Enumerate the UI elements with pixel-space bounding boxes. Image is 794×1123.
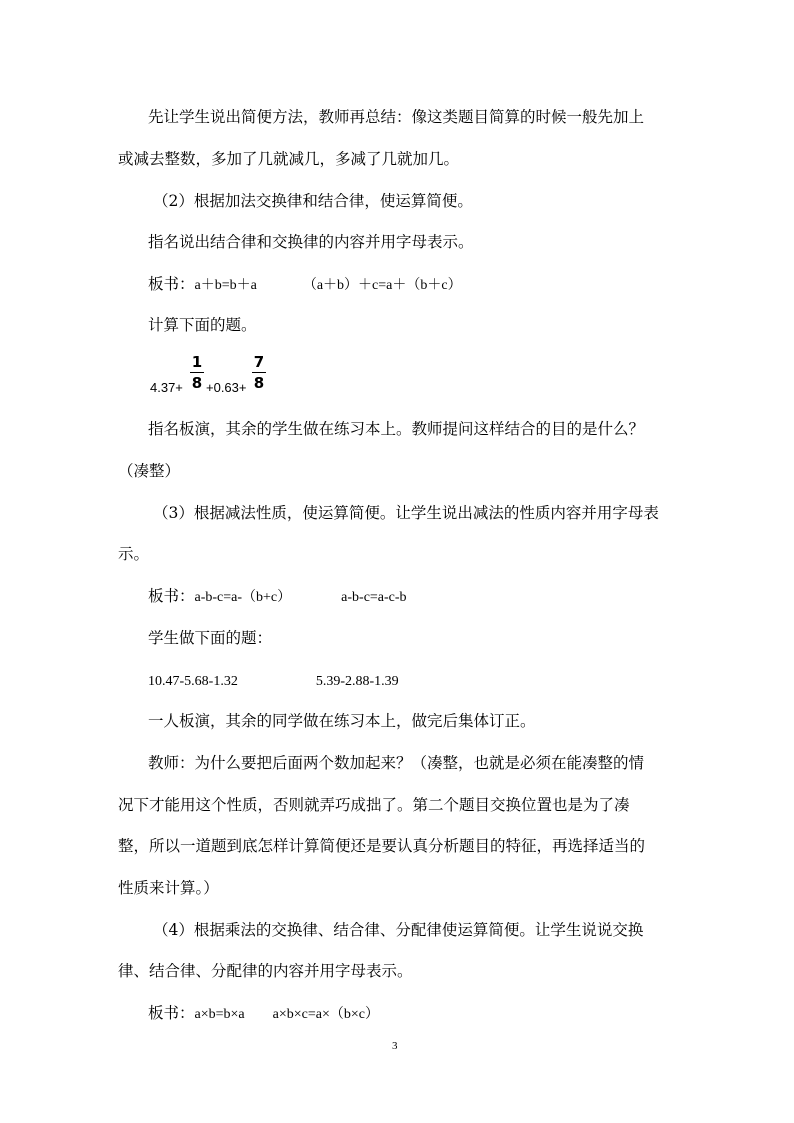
board-label: 板书：	[148, 587, 195, 605]
board-writing-line	[148, 1002, 379, 1026]
exercise-expression: 5.39-2.88-1.39	[315, 674, 399, 689]
fraction	[252, 354, 266, 391]
board-writing-line	[148, 273, 462, 297]
paragraph-line: 性质来计算。）	[118, 879, 219, 897]
formula: a×b×c=a×（b×c）	[272, 1007, 379, 1022]
paragraph-line: （3）根据减法性质，使运算简便。让学生说出减法的性质内容并用字母表	[153, 504, 659, 522]
formula: a-b-c=a-（b+c）	[194, 590, 292, 605]
formula: （a＋b）＋c=a＋（b＋c）	[302, 278, 462, 293]
math-expression	[150, 354, 350, 400]
formula: a-b-c=a-c-b	[341, 590, 407, 605]
page-number: 3	[392, 1040, 398, 1052]
fraction-numerator: 7	[253, 353, 265, 371]
paragraph-line: 教师：为什么要把后面两个数加起来？（凑整，也就是必须在能凑整的情	[148, 754, 645, 772]
paragraph-line: 整，所以一道题到底怎样计算简便还是要认真分析题目的特征，再选择适当的	[118, 837, 646, 855]
paragraph-line: 示。	[118, 545, 150, 563]
fraction	[190, 354, 204, 391]
fraction-denominator: 8	[253, 374, 265, 392]
fraction-numerator: 1	[191, 353, 203, 371]
paragraph-line: （4）根据乘法的交换律、结合律、分配律使运算简便。让学生说说交换	[153, 921, 644, 939]
fraction-denominator: 8	[191, 374, 203, 392]
exercise-expression: 10.47-5.68-1.32	[148, 674, 238, 689]
paragraph-line: 计算下面的题。	[148, 316, 257, 334]
fraction-bar	[190, 372, 204, 373]
paragraph-line: 律、结合律、分配律的内容并用字母表示。	[118, 962, 413, 980]
expression-text: 4.37+	[150, 380, 183, 395]
board-label: 板书：	[148, 275, 195, 293]
formula: a×b=b×a	[194, 1007, 245, 1022]
paragraph-line: 指名板演，其余的学生做在练习本上。教师提问这样结合的目的是什么？	[148, 420, 645, 438]
formula: a＋b=b＋a	[194, 278, 257, 293]
paragraph-line: 指名说出结合律和交换律的内容并用字母表示。	[148, 233, 474, 251]
fraction-bar	[252, 372, 266, 373]
paragraph-line: 或减去整数，多加了几就减几，多减了几就加几。	[118, 150, 460, 168]
board-label: 板书：	[148, 1004, 195, 1022]
paragraph-line: 先让学生说出简便方法，教师再总结：像这类题目简算的时候一般先加上	[148, 108, 645, 126]
exercise-line	[148, 669, 399, 693]
expression-text: +0.63+	[206, 380, 247, 395]
board-writing-line	[148, 585, 407, 609]
paragraph-line: 学生做下面的题：	[148, 629, 273, 647]
paragraph-line: 一人板演，其余的同学做在练习本上，做完后集体订正。	[148, 712, 536, 730]
paragraph-line: 况下才能用这个性质，否则就弄巧成拙了。第二个题目交换位置也是为了凑	[118, 796, 630, 814]
paragraph-line: （2）根据加法交换律和结合律，使运算简便。	[153, 192, 473, 210]
paragraph-line: （凑整）	[118, 462, 181, 480]
